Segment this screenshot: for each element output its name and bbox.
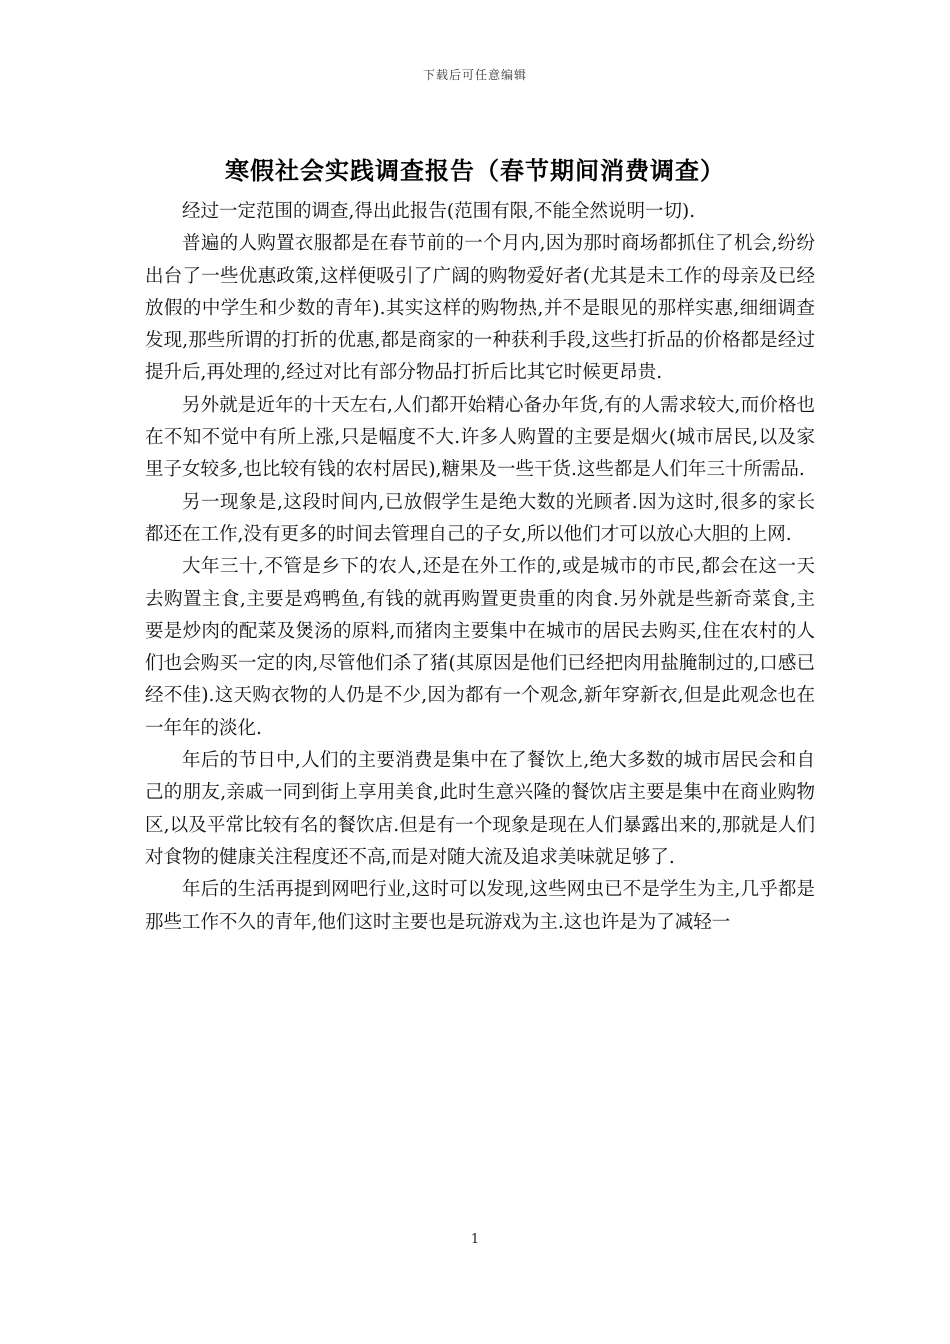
paragraph: 另一现象是,这段时间内,已放假学生是绝大数的光顾者.因为这时,很多的家长都还在工作,没有更多的时间去管理自己的子女,所以他们才可以放心大胆的上网. (145, 491, 815, 545)
paragraph: 年后的生活再提到网吧行业,这时可以发现,这些网虫已不是学生为主,几乎都是那些工作不久的青年,他们这时主要也是玩游戏为主.这也许是为了减轻一 (145, 879, 815, 933)
page-number: 1 (470, 1232, 480, 1247)
document-body (145, 196, 815, 939)
paragraph: 大年三十,不管是乡下的农人,还是在外工作的,或是城市的市民,都会在这一天去购置主食,主要是鸡鸭鱼,有钱的就再购置更贵重的肉食.另外就是些新奇菜食,主要是炒肉的配菜及煲汤的原料,而猪肉主要集中在城市的居民去购买,住在农村的人们也会购买一定的肉,尽管他们杀了猪(其原因是他们已经把肉用盐腌制过的,口感已经不佳).这天购衣物的人仍是不少,因为都有一个观念,新年穿新衣,但是此观念也在一年年的淡化. (145, 556, 815, 739)
document-title: 寒假社会实践调查报告（春节期间消费调查） (225, 156, 725, 185)
paragraph: 年后的节日中,人们的主要消费是集中在了餐饮上,绝大多数的城市居民会和自己的朋友,亲戚一同到街上享用美食,此时生意兴隆的餐饮店主要是集中在商业购物区,以及平常比较有名的餐饮店.但是有一个现象是现在人们暴露出来的,那就是人们对食物的健康关注程度还不高,而是对随大流及追求美味就足够了. (145, 750, 815, 868)
paragraph: 另外就是近年的十天左右,人们都开始精心备办年货,有的人需求较大,而价格也在不知不觉中有所上涨,只是幅度不大.许多人购置的主要是烟火(城市居民,以及家里子女较多,也比较有钱的农村居民),糖果及一些干货.这些都是人们年三十所需品. (145, 394, 815, 481)
paragraph: 经过一定范围的调查,得出此报告(范围有限,不能全然说明一切). (182, 201, 696, 222)
header-note: 下载后可任意编辑 (422, 68, 527, 82)
paragraph: 普遍的人购置衣服都是在春节前的一个月内,因为那时商场都抓住了机会,纷纷出台了一些优惠政策,这样便吸引了广阔的购物爱好者(尤其是未工作的母亲及已经放假的中学生和少数的青年).其实这样的购物热,并不是眼见的那样实惠,细细调查发现,那些所谓的打折的优惠,都是商家的一种获利手段,这些打折品的价格都是经过提升后,再处理的,经过对比有部分物品打折后比其它时候更昂贵. (145, 233, 815, 384)
